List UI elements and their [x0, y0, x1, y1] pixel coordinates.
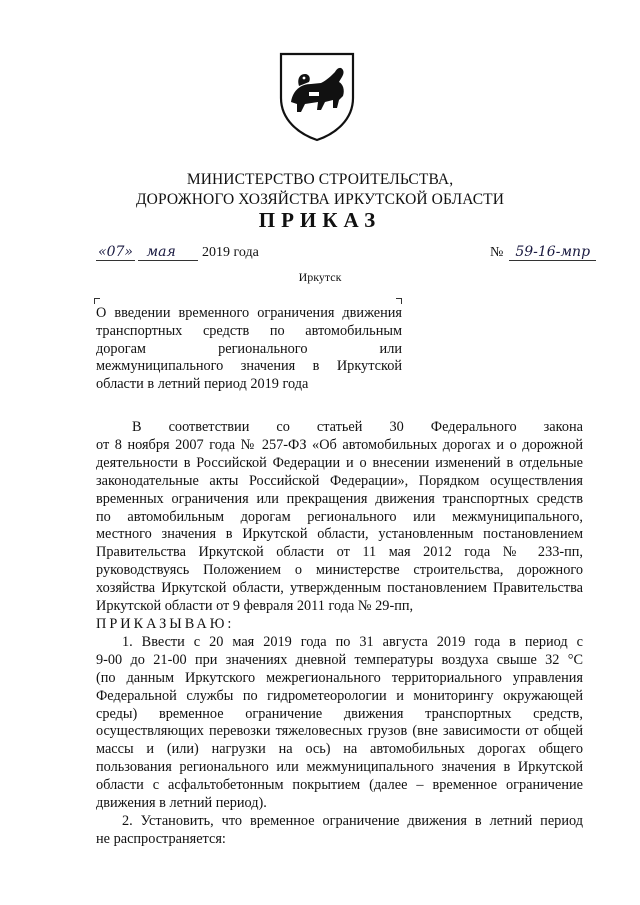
- body-line: местного значения в Иркутской области, установленным постановлением: [96, 526, 583, 543]
- order-body: [96, 419, 583, 849]
- clause-2-line: 2. Установить, что временное ограничение движения в летний период: [122, 812, 583, 829]
- body-line: В соответствии со статьей 30 Федерального закона: [132, 419, 583, 435]
- clause-1-line: осуществляющих перевозки тяжеловесных грузов (вне зависимости от общей: [96, 723, 583, 740]
- clause-1-line: 1. Ввести с 20 мая 2019 года по 31 августа 2019 года в период с: [122, 633, 583, 650]
- number-value: 59-16-мпр: [509, 244, 596, 261]
- body-line: деятельности в Российской Федерации и о внесении изменений в отдельные: [96, 454, 583, 471]
- clause-1-line: среды) временное ограничение движения транспортных средств,: [96, 705, 583, 722]
- title-corner-mark-left: [94, 298, 100, 304]
- title-line: дорогам регионального или: [96, 340, 402, 357]
- ministry-name-line2: ДОРОЖНОГО ХОЗЯЙСТВА ИРКУТСКОЙ ОБЛАСТИ: [135, 191, 505, 208]
- order-title: [96, 305, 402, 394]
- body-line: по автомобильным дорогам регионального или межмуниципального,: [96, 508, 583, 525]
- body-line: временных ограничения или прекращения движения транспортных средств: [96, 490, 583, 507]
- clause-1-line: (по данным Иркутского межрегионального территориального управления: [96, 669, 583, 686]
- body-line: от 8 ноября 2007 года № 257-ФЗ «Об автомобильных дорогах и о дорожной: [96, 436, 583, 453]
- clause-1-line: Федеральной службы по гидрометеорологии и мониторингу окружающей: [96, 687, 583, 704]
- ministry-name-line1: МИНИСТЕРСТВО СТРОИТЕЛЬСТВА,: [186, 171, 454, 188]
- title-line: межмуниципального значения в Иркутской: [96, 358, 402, 375]
- body-line: Иркутской области от 9 февраля 2011 года № 29-пп,: [96, 598, 414, 615]
- date-day: «07»: [98, 244, 133, 260]
- coat-of-arms-icon: [275, 50, 359, 142]
- clause-1-line: пользования регионального или межмуниципального значения в Иркутской: [96, 759, 583, 776]
- city-name: Иркутск: [298, 270, 342, 284]
- document-type-heading: ПРИКАЗ: [258, 208, 382, 232]
- body-line: руководствуясь Положением о министерстве строительства, дорожного: [96, 562, 583, 579]
- title-corner-mark-right: [396, 298, 402, 304]
- order-number: [490, 244, 596, 261]
- clause-1-line: массы и (или) нагрузки на ось) на автомобильных дорогах общего: [96, 741, 583, 758]
- clause-2-line: не распространяется:: [96, 830, 226, 847]
- number-sign: №: [490, 245, 504, 260]
- order-date: [96, 244, 259, 261]
- clause-1-line: области с асфальтобетонным покрытием (далее – временное ограничение: [96, 777, 583, 794]
- date-year: 2019 года: [201, 245, 259, 260]
- title-line: транспортных средств по автомобильным: [96, 322, 402, 339]
- order-directive: ПРИКАЗЫВАЮ:: [96, 615, 235, 632]
- body-line: законодательные акты Российской Федерации», Порядком осуществления: [96, 472, 583, 489]
- title-line: области в летний период 2019 года: [96, 376, 309, 393]
- clause-1-line: движения в летний период).: [96, 795, 267, 812]
- date-month: мая: [138, 244, 198, 261]
- body-line: Правительства Иркутской области от 11 мая 2012 года № 233-пп,: [96, 544, 583, 561]
- body-line: хозяйства Иркутской области, утвержденным постановлением Правительства: [96, 580, 583, 597]
- title-line: О введении временного ограничения движения: [96, 305, 402, 321]
- clause-1-line: 9-00 до 21-00 при значениях дневной температуры воздуха свыше 32 °С: [96, 651, 583, 668]
